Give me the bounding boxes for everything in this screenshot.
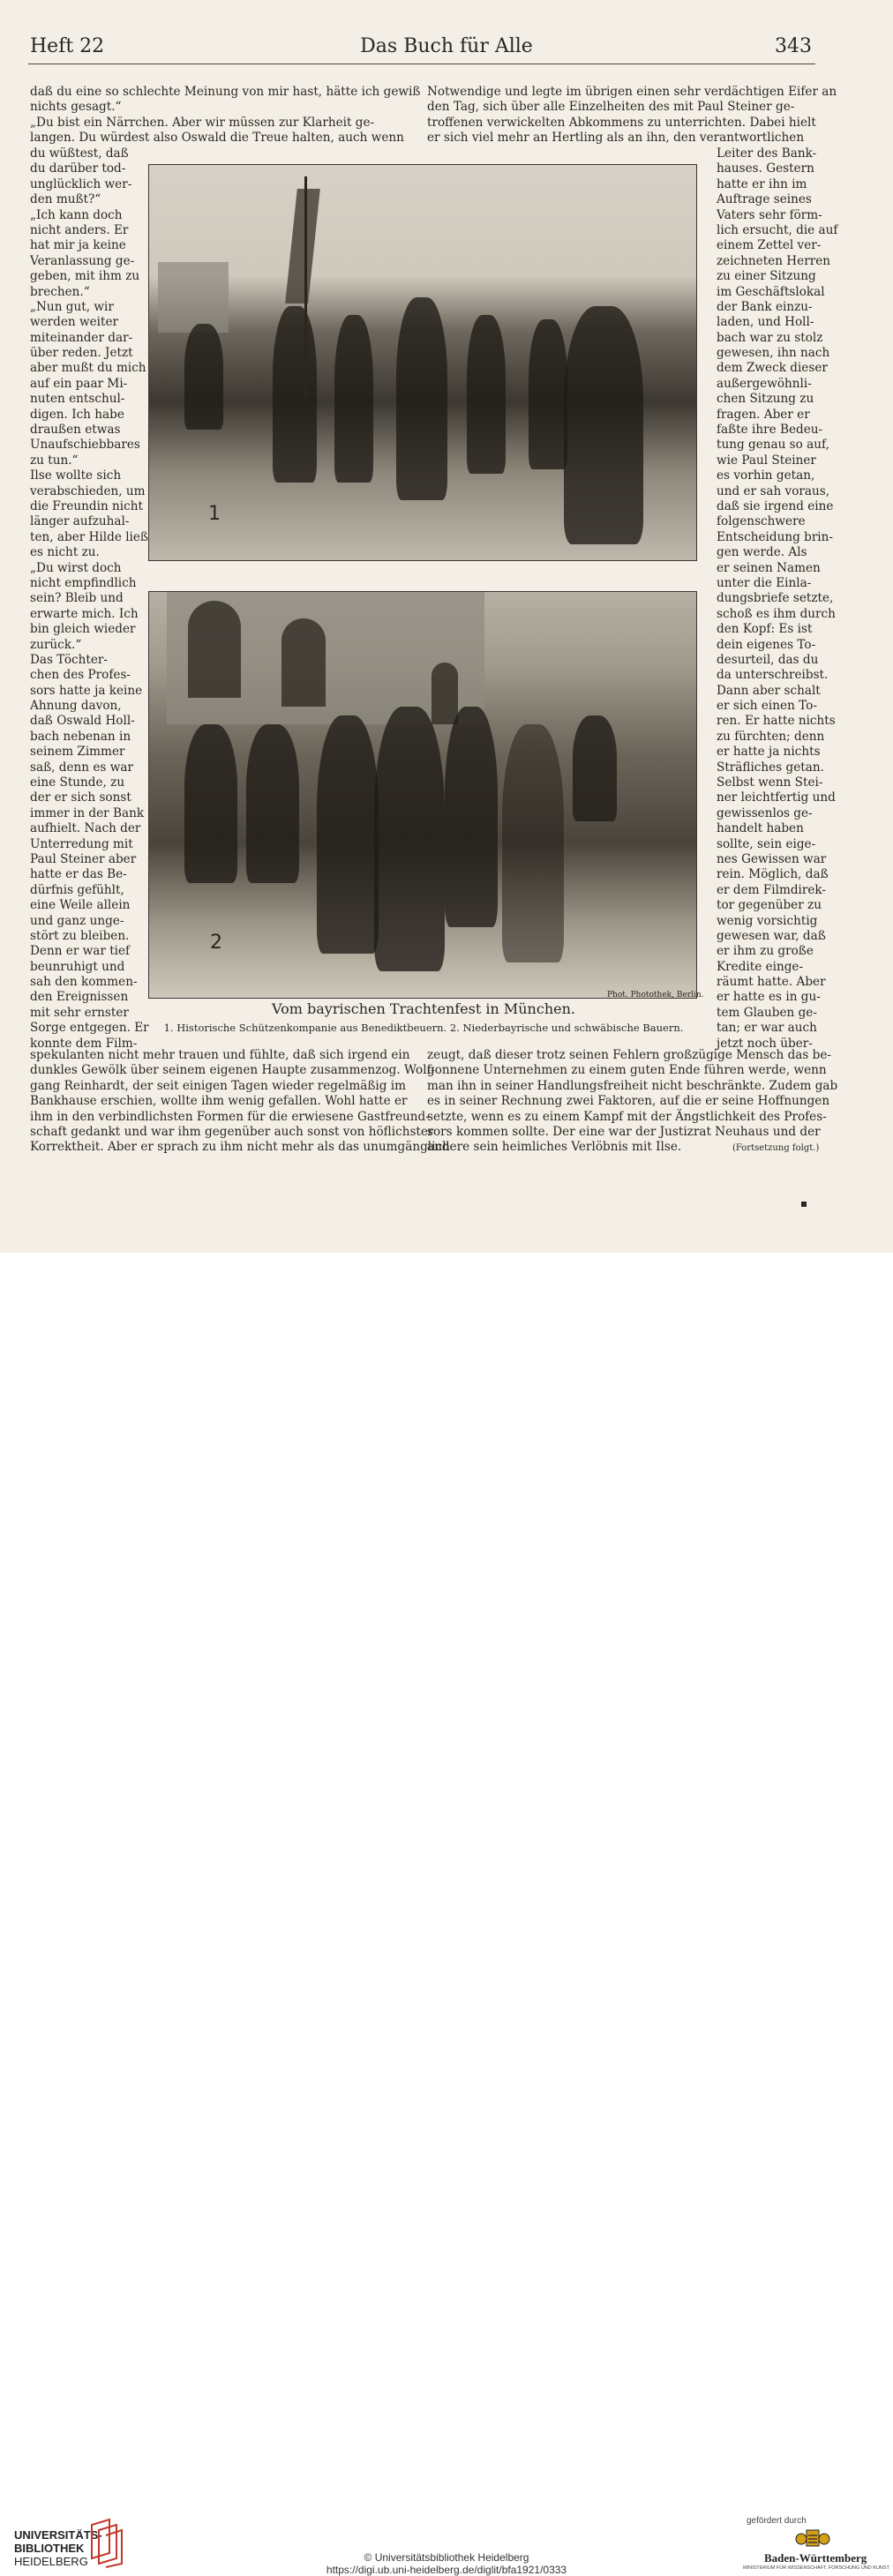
text-line: laden, und Holl- (717, 315, 814, 330)
text-line: daß Oswald Holl- (30, 714, 135, 729)
text-line: länger aufzuhal- (30, 514, 130, 529)
caption-subtitle: 1. Historische Schützenkompanie aus Benediktbeuern. 2. Niederbayrische und schwäbische Bauern. (163, 1022, 684, 1034)
text-line: setzte, wenn es zu einem Kampf mit der Ängstlichkeit des Profes- (427, 1109, 827, 1124)
text-line: handelt haben (717, 821, 804, 836)
text-line: der er sich sonst (30, 790, 131, 805)
text-line: geben, mit ihm zu (30, 269, 140, 284)
text-line: Kredite einge- (717, 959, 804, 974)
magazine-title: Das Buch für Alle (360, 35, 533, 57)
left-bottom-text (30, 1048, 450, 1156)
text-line: und ganz unge- (30, 913, 124, 928)
text-line: er sich viel mehr an Hertling als an ihn, den verantwortlichen (427, 131, 805, 146)
text-line: Paul Steiner aber (30, 851, 137, 866)
text-line: dein eigenes To- (717, 637, 816, 652)
text-line: Ahnung davon, (30, 699, 122, 714)
page-number: 343 (775, 35, 812, 57)
text-line: ner leichtfertig und (717, 790, 836, 805)
text-line: hatte er ihn im (717, 176, 807, 191)
text-line: faßte ihre Bedeu- (717, 423, 823, 438)
text-line: tung genau so auf, (717, 438, 829, 453)
text-line: nicht anders. Er (30, 222, 129, 237)
photo-2-number: 2 (210, 932, 222, 954)
text-line: aufhielt. Nach der (30, 821, 141, 836)
ministry-name: MINISTERIUM FÜR WISSENSCHAFT, FORSCHUNG UND KUNST (743, 2565, 889, 2571)
text-line: unter die Einla- (717, 575, 812, 590)
text-line: du darüber tod- (30, 161, 126, 176)
text-line: langen. Du würdest also Oswald die Treue halten, auch wenn (30, 131, 404, 146)
text-line: rein. Möglich, daß (717, 867, 829, 882)
caption-title: Vom bayrischen Trachtenfest in München. (272, 1000, 575, 1017)
text-line: es nicht zu. (30, 545, 100, 560)
text-line: tor gegenüber zu (717, 898, 822, 913)
text-line: der Bank einzu- (717, 299, 813, 314)
text-line: ihm in den verbindlichsten Formen für die erwiesene Gastfreund- (30, 1109, 430, 1124)
text-line: aber mußt du mich (30, 361, 146, 376)
right-bottom-text (427, 1048, 838, 1156)
text-line: im Geschäftslokal (717, 284, 825, 299)
photo-schuetzenkompanie (148, 164, 697, 561)
text-line: zeugt, daß dieser trotz seinen Fehlern großzügige Mensch das be- (427, 1048, 832, 1062)
text-line: es in seiner Rechnung zwei Faktoren, auf die er seine Hoffnungen (427, 1094, 830, 1109)
text-line: schaft gedankt und war ihm gegenüber auch sonst von höflichster (30, 1124, 434, 1139)
funded-by-label: gefördert durch (747, 2516, 807, 2526)
text-line: Bankhause erschien, wollte ihm wenig gefallen. Wohl hatte er (30, 1094, 408, 1109)
text-line: Veranlassung ge- (30, 253, 135, 268)
text-line: Denn er war tief (30, 944, 131, 959)
text-line: draußen etwas (30, 423, 121, 438)
text-line: chen Sitzung zu (717, 392, 814, 407)
text-line: gang Reinhardt, der seit einigen Tagen wieder regelmäßig im (30, 1078, 407, 1093)
text-line: dungsbriefe setzte, (717, 591, 834, 606)
text-line: Unterredung mit (30, 836, 133, 851)
text-line: er sich einen To- (717, 699, 817, 714)
text-line: sein? Bleib und (30, 591, 124, 606)
scanned-page (0, 0, 893, 1253)
text-line: Sträfliches getan. (717, 760, 824, 775)
text-line: Notwendige und legte im übrigen einen sehr verdächtigen Eifer an (427, 85, 837, 99)
text-line: zu tun.“ (30, 453, 79, 468)
text-line: bin gleich wieder (30, 622, 136, 637)
text-line: „Du wirst doch (30, 560, 122, 575)
text-line: Sorge entgegen. Er (30, 1021, 149, 1036)
text-line: sors hatte ja keine (30, 683, 143, 698)
text-line: schoß es ihm durch (717, 606, 836, 621)
text-line: den mußt?“ (30, 192, 101, 207)
text-line: hauses. Gestern (717, 161, 814, 176)
text-line: dürfnis gefühlt, (30, 882, 124, 897)
text-line: ten, aber Hilde ließ (30, 529, 149, 544)
text-line: einem Zettel ver- (717, 238, 822, 253)
text-line: mit sehr ernster (30, 1005, 129, 1020)
continued-note: (Fortsetzung folgt.) (732, 1143, 820, 1153)
copyright-notice: © Universitätsbibliothek Heidelberg (364, 2551, 529, 2564)
photo-credit: Phot. Photothek, Berlin. (607, 991, 704, 1000)
text-line: daß sie irgend eine (717, 498, 834, 513)
text-line: spekulanten nicht mehr trauen und fühlte, daß sich irgend ein (30, 1048, 410, 1062)
text-line: wie Paul Steiner (717, 453, 816, 468)
text-line: es vorhin getan, (717, 468, 815, 483)
text-line: den Ereignissen (30, 990, 129, 1005)
text-line: den Kopf: Es ist (717, 622, 813, 637)
text-line: wenig vorsichtig (717, 913, 818, 928)
text-line: saß, denn es war (30, 760, 133, 775)
text-line: über reden. Jetzt (30, 346, 133, 361)
text-line: zu einer Sitzung (717, 269, 816, 284)
text-line: jetzt noch über- (717, 1036, 813, 1051)
text-line: zeichneten Herren (717, 253, 831, 268)
text-line: digen. Ich habe (30, 407, 124, 422)
text-line: Selbst wenn Stei- (717, 775, 823, 790)
text-line: andere sein heimliches Verlöbnis mit Ilse. (427, 1140, 682, 1155)
text-line: konnte dem Film- (30, 1036, 138, 1051)
text-line: gewissenlos ge- (717, 805, 813, 820)
text-line: ren. Er hatte nichts (717, 714, 836, 729)
text-line: Entscheidung brin- (717, 529, 834, 544)
text-line: außergewöhnli- (717, 376, 812, 391)
text-line: miteinander dar- (30, 330, 133, 345)
text-line: dem Zweck dieser (717, 361, 828, 376)
state-name: Baden-Württemberg (764, 2551, 867, 2565)
text-line: eine Stunde, zu (30, 775, 125, 790)
footer (0, 1253, 893, 2576)
text-line: sah den kommen- (30, 975, 138, 990)
text-line: lich ersucht, die auf (717, 222, 838, 237)
text-line: nuten entschul- (30, 392, 125, 407)
text-line: nichts gesagt.“ (30, 100, 122, 115)
text-line: bach war zu stolz (717, 330, 823, 345)
text-line: beunruhigt und (30, 959, 125, 974)
text-line: „Du bist ein Närrchen. Aber wir müssen zur Klarheit ge- (30, 115, 375, 130)
text-line: verabschieden, um (30, 483, 146, 498)
text-line: gen werde. Als (717, 545, 807, 560)
text-line: sollte, sein eige- (717, 836, 816, 851)
text-line: man ihn in seiner Handlungsfreiheit nicht beschränkte. Zudem gab (427, 1078, 838, 1093)
text-line: den Tag, sich über alle Einzelheiten des mit Paul Steiner ge- (427, 100, 795, 115)
text-line: gewesen, ihn nach (717, 346, 830, 361)
state-crest-icon (794, 2528, 831, 2550)
right-top-text (427, 85, 837, 146)
text-line: „Ich kann doch (30, 207, 123, 222)
text-line: troffenen verwickelten Abkommens zu unterrichten. Dabei hielt (427, 115, 816, 130)
text-line: und er sah voraus, (717, 483, 830, 498)
flag-pole (304, 176, 307, 397)
text-line: gewesen war, daß (717, 928, 826, 943)
photo-1-number: 1 (208, 503, 221, 525)
text-line: die Freundin nicht (30, 498, 143, 513)
text-line: nes Gewissen war (717, 851, 827, 866)
text-line: stört zu bleiben. (30, 928, 130, 943)
text-line: Vaters sehr förm- (717, 207, 822, 222)
left-top-text (30, 85, 421, 146)
library-line-3: HEIDELBERG (14, 2555, 88, 2568)
text-line: er ihm zu große (717, 944, 814, 959)
text-line: „Nun gut, wir (30, 299, 114, 314)
text-line: Dann aber schalt (717, 683, 821, 698)
photo-bauern (148, 591, 697, 999)
text-line: du wüßtest, daß (30, 146, 129, 161)
text-line: fragen. Aber er (717, 407, 810, 422)
text-line: folgenschwere (717, 514, 806, 529)
text-line: tem Glauben ge- (717, 1005, 817, 1020)
text-line: Leiter des Bank- (717, 146, 817, 161)
text-line: da unterschreibst. (717, 668, 829, 683)
library-line-2: BIBLIOTHEK (14, 2542, 85, 2555)
text-line: auf ein paar Mi- (30, 376, 128, 391)
text-line: er dem Filmdirek- (717, 882, 827, 897)
text-line: bach nebenan in (30, 729, 131, 744)
text-line: werden weiter (30, 315, 119, 330)
text-line: sors kommen sollte. Der eine war der Justizrat Neuhaus und der (427, 1124, 821, 1139)
text-line: gonnene Unternehmen zu einem guten Ende führen werde, wenn (427, 1063, 827, 1078)
text-line: nicht empfindlich (30, 575, 137, 590)
text-line: chen des Profes- (30, 668, 131, 683)
text-line: Auftrage seines (717, 192, 812, 207)
text-line: er hatte ja nichts (717, 745, 821, 760)
text-line: er seinen Namen (717, 560, 821, 575)
text-line: Ilse wollte sich (30, 468, 122, 483)
text-line: zurück.“ (30, 637, 82, 652)
text-line: hatte er das Be- (30, 867, 127, 882)
text-line: Korrektheit. Aber er sprach zu ihm nicht mehr als das unumgänglich (30, 1140, 450, 1155)
text-line: brechen.“ (30, 284, 90, 299)
text-line: erwarte mich. Ich (30, 606, 139, 621)
text-line: tan; er war auch (717, 1021, 817, 1036)
permalink[interactable]: https://digi.ub.uni-heidelberg.de/diglit/bfa1921/0333 (326, 2564, 567, 2576)
ink-mark (801, 1202, 807, 1207)
text-line: seinem Zimmer (30, 745, 125, 760)
text-line: desurteil, das du (717, 652, 819, 667)
issue-label: Heft 22 (30, 35, 105, 57)
text-line: er hatte es in gu- (717, 990, 821, 1005)
text-line: unglücklich wer- (30, 176, 132, 191)
text-line: Das Töchter- (30, 652, 108, 667)
text-line: dunkles Gewölk über seinem eigenen Haupte zusammenzog. Wolf- (30, 1063, 435, 1078)
text-line: daß du eine so schlechte Meinung von mir hast, hätte ich gewiß (30, 85, 421, 99)
right-column-text (717, 146, 838, 1052)
text-line: zu fürchten; denn (717, 729, 825, 744)
text-line: immer in der Bank (30, 805, 145, 820)
text-line: räumt hatte. Aber (717, 975, 826, 990)
text-line: eine Weile allein (30, 898, 131, 913)
left-column-text (30, 146, 149, 1052)
library-line-1: UNIVERSITÄTS- (14, 2528, 102, 2542)
text-line: hat mir ja keine (30, 238, 126, 253)
text-line: Unaufschiebbares (30, 438, 140, 453)
